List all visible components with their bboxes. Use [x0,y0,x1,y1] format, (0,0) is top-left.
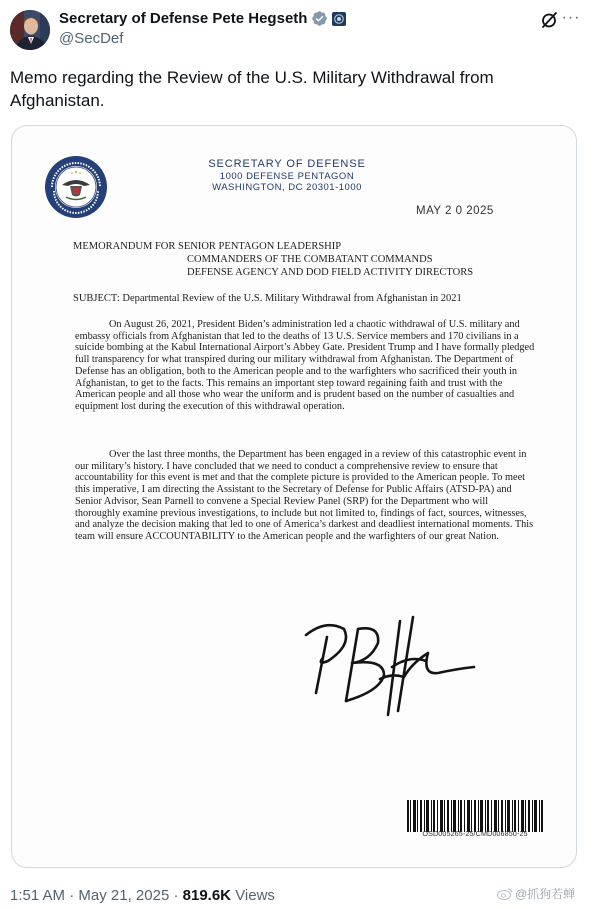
letterhead [202,158,372,193]
verified-badge-icon [311,10,328,27]
views-count: 819.6K [182,887,232,904]
addressee-line: MEMORANDUM FOR SENIOR PENTAGON LEADERSHIP [73,241,342,252]
letterhead-city: WASHINGTON, DC 20301-1000 [212,182,362,193]
more-options-button[interactable]: ··· [561,9,581,26]
barcode-number: OSD005265-25/CMD006850-25 [422,829,528,838]
weibo-icon [497,887,513,900]
post-text: Memo regarding the Review of the U.S. Military Withdrawal from Afghanistan. [10,68,494,110]
memo-image[interactable] [11,125,577,868]
memo-date-stamp: MAY 2 0 2025 [416,205,494,217]
author-name-row [59,10,346,27]
avatar-photo [10,10,50,50]
post-date[interactable]: May 21, 2025 [78,887,170,904]
memo-paragraph: On August 26, 2021, President Biden’s administration led a chaotic withdrawal of U.S. military and embassy officials from Afghanistan that led to the deaths of 13 U.S. Service members and 170 civilians in a suicide bombing at the Kabul International Airport’s Abbey Gate. President Trump and I have formally pledged full transparency for what transpired during our military withdrawal from Afghanistan. The Department of Defense has an obligation, both to the American people and to the warfighters who sacrificed their youth in Afghanistan, to get to the facts. This remains an important step toward regaining faith and trust with the American people and all those who wear the uniform and is prudent based on the number of casualties and equipment lost during the execution of this withdrawal operation. [75,319,535,412]
letterhead-office: SECRETARY OF DEFENSE [208,158,366,170]
author-display-name[interactable]: Secretary of Defense Pete Hegseth [59,10,308,27]
post-time[interactable]: 1:51 AM [10,887,66,904]
post-header [10,8,583,52]
grok-icon[interactable] [539,10,559,30]
handwritten-signature [300,615,480,725]
memo-subject: SUBJECT: Departmental Review of the U.S. Military Withdrawal from Afghanistan in 2021 [73,293,462,304]
avatar[interactable] [10,10,50,50]
meta-separator: · [173,887,179,904]
post-metadata [10,887,275,904]
watermark [497,885,575,902]
author-handle[interactable]: @SecDef [59,30,124,47]
views-label: Views [235,887,275,904]
memo-addressees [73,240,473,279]
letterhead-address: 1000 DEFENSE PENTAGON [219,171,355,182]
meta-separator: · [69,887,75,904]
watermark-text: @抓狗若蝉 [515,887,576,901]
memo-paragraph: Over the last three months, the Department has been engaged in a review of this catastrophic event in our military’s history. I have concluded that we need to conduct a comprehensive review to ensure that accountability for this event is met and that the complete picture is provided to the American people. To meet this imperative, I am directing the Assistant to the Secretary of Defense for Public Affairs (ATSD-PA) and Senior Advisor, Sean Parnell to convene a Special Review Panel (SRP) for the Department who will thoroughly examine previous investigations, to include but not limited to, findings of fact, sources, witnesses, and analyze the decision making that led to one of America’s darkest and deadliest international moments. This team will ensure ACCOUNTABILITY to the American people and the warfighters of our great Nation. [75,449,534,542]
government-affiliation-icon [332,12,346,26]
addressee-line: DEFENSE AGENCY AND DOD FIELD ACTIVITY DIRECTORS [187,267,474,278]
dod-seal-icon [44,155,108,219]
addressee-line: COMMANDERS OF THE COMBATANT COMMANDS [187,254,433,265]
